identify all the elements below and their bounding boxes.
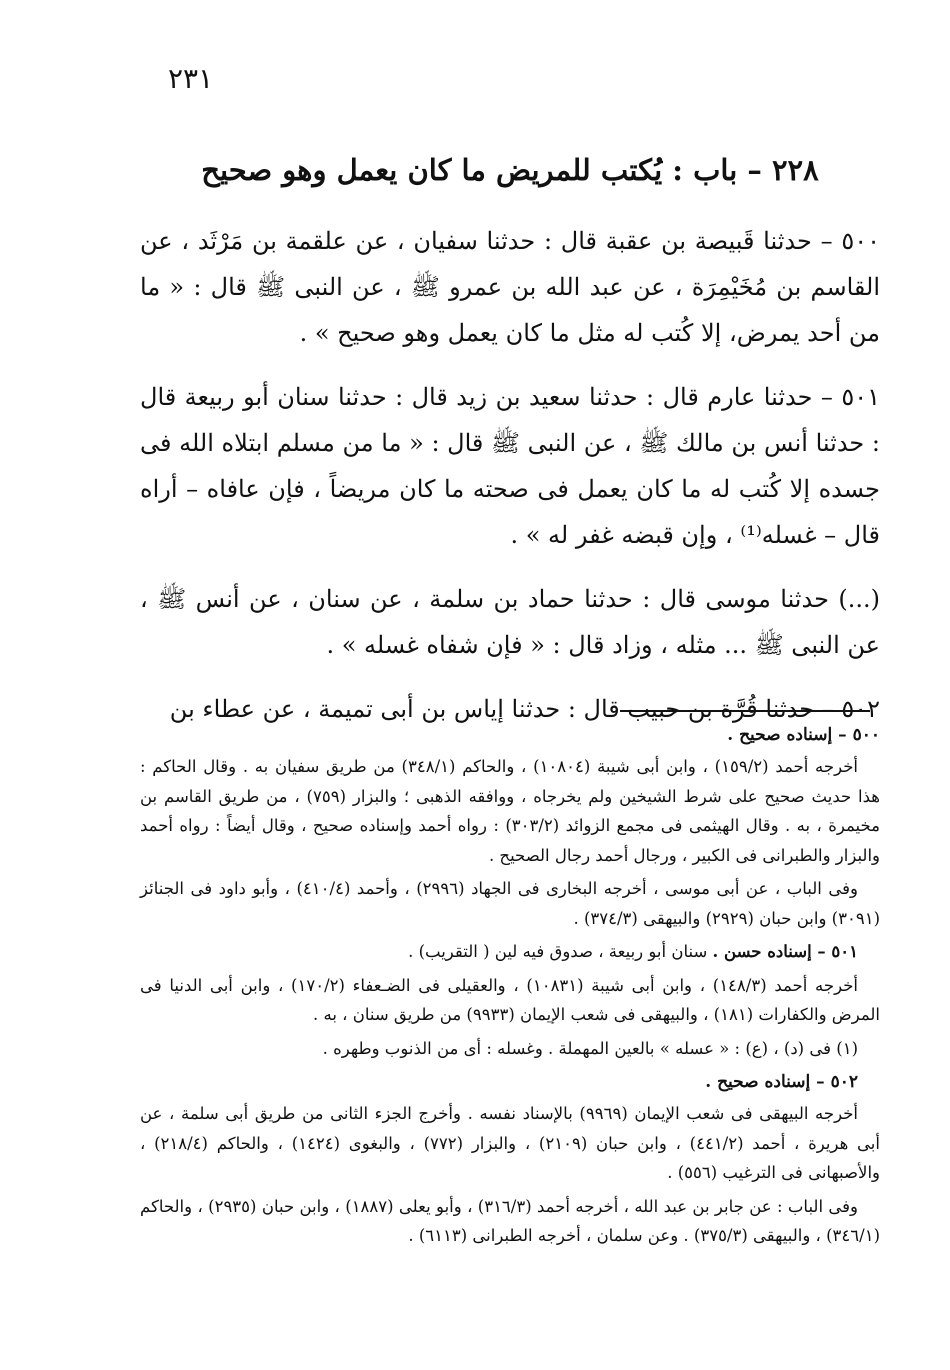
hadith-501-variant: (...) حدثنا موسى قال : حدثنا حماد بن سلمة ، عن سنان ، عن أنس ﷺ ، عن النبى ﷺ ... مثله ، وزاد قال : « فإن شفاه غسله » . <box>140 585 880 659</box>
note-500-also: وفى الباب ، عن أبى موسى ، أخرجه البخارى فى الجهاد (٢٩٩٦) ، وأحمد (٤١٠/٤) ، وأبو داود فى الجنائز (٣٠٩١) وابن حبان (٢٩٢٩) والبيهقى (٣٧٤/٣) . <box>140 879 880 928</box>
main-text <box>140 150 880 750</box>
note-502-heading: ٥٠٢ – إسناده صحيح . <box>705 1072 858 1092</box>
hadith-501: ٥٠١ – حدثنا عارم قال : حدثنا سعيد بن زيد قال : حدثنا سنان أبو ربيعة قال : حدثنا أنس بن مالك ﷺ ، عن النبى ﷺ قال : « ما من مسلم ابتلاه الله فى جسده إلا كُتب له ما كان يعمل فى صحته ما كان مريضاً ، فإن عافاه – أراه قال – غسله⁽¹⁾ ، وإن قبضه غفر له » . <box>140 383 880 549</box>
note-500-heading: ٥٠٠ – إسناده صحيح . <box>727 725 880 745</box>
note-501-grading: سنان أبو ربيعة ، صدوق فيه لين ( التقريب) . <box>408 942 713 961</box>
note-502-text: أخرجه البيهقى فى شعب الإيمان (٩٩٦٩) بالإسناد نفسه . وأخرج الجزء الثانى من طريق أبى سلمة ، عن أبى هريرة ، أحمد (٤٤١/٢) ، وابن حبان (٢١٠٩) ، والبزار (٧٧٢) ، والبغوى (١٤٢٤) ، والحاكم (٢١٨/٤) ، والأصبهانى فى الترغيب (٥٥٦) . <box>140 1104 880 1182</box>
hadith-502: ٥٠٢ – حدثنا قُرَّة بن حبيب قال : حدثنا إياس بن أبى تميمة ، عن عطاء بن <box>169 695 880 723</box>
footnotes <box>140 720 880 1255</box>
note-500-text: أخرجه أحمد (١٥٩/٢) ، وابن أبى شيبة (١٠٨٠٤) ، والحاكم (٣٤٨/١) من طريق سفيان به . وقال الحاكم : هذا حديث صحيح على شرط الشيخين ولم يخرجاه ، ووافقه الذهبى ؛ والبزار (٧٥٩) ، من طريق القاسم بن مخيمرة ، به . وقال الهيثمى فى مجمع الزوائد (٣٠٣/٢) : رواه أحمد وإسناده صحيح ، وقال أيضاً : رواه أحمد والبزار والطبرانى فى الكبير ، ورجال أحمد رجال الصحيح . <box>140 757 880 865</box>
footnote-divider <box>620 710 870 712</box>
page-number: ٢٣١ <box>168 62 214 95</box>
note-501-text: أخرجه أحمد (١٤٨/٣) ، وابن أبى شيبة (١٠٨٣١) ، والعقيلى فى الضـعفاء (١٧٠/٢) ، وابن أبى الدنيا فى المرض والكفارات (١٨١) ، والبيهقى فى شعب الإيمان (٩٩٣٣) من طريق سنان ، به . <box>140 975 880 1024</box>
note-501-line <box>140 937 880 967</box>
note-501-heading: ٥٠١ – إسناده حسن . <box>712 942 858 961</box>
hadith-500: ٥٠٠ – حدثنا قَبيصة بن عقبة قال : حدثنا سفيان ، عن علقمة بن مَرْثَد ، عن القاسم بن مُخَيْمِرَة ، عن عبد الله بن عمرو ﷺ ، عن النبى ﷺ قال : « ما من أحد يمرض، إلا كُتب له مثل ما كان يعمل وهو صحيح » . <box>140 227 880 347</box>
note-502-also: وفى الباب : عن جابر بن عبد الله ، أخرجه أحمد (٣١٦/٣) ، وأبو يعلى (١٨٨٧) ، وابن حبان (٢٩٣٥) ، والحاكم (٣٤٦/١) ، والبيهقى (٣٧٥/٣) . وعن سلمان ، أخرجه الطبرانى (٦١١٣) . <box>140 1196 880 1245</box>
chapter-title: ٢٢٨ – باب : يُكتب للمريض ما كان يعمل وهو صحيح <box>201 153 819 187</box>
footnote-1: (١) فى (د) ، (ع) : « عسله » بالعين المهملة . وغسله : أى من الذنوب وطهره . <box>322 1038 858 1058</box>
